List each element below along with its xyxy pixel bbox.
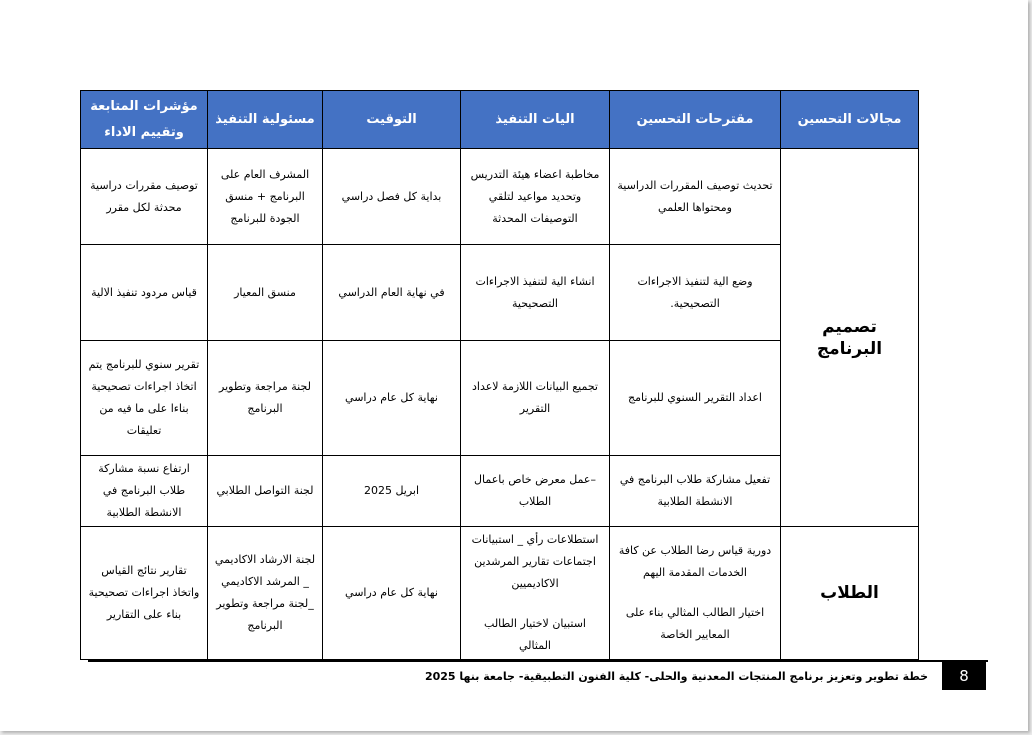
footer-divider bbox=[88, 660, 988, 662]
cell-indicator: تقرير سنوي للبرنامج يتم اتخاذ اجراءات تصحيحية بناءا على ما فيه من تعليقات bbox=[81, 341, 208, 456]
cell-indicator: توصيف مقررات دراسية محدثة لكل مقرر bbox=[81, 149, 208, 245]
cell-mechanism bbox=[461, 527, 610, 660]
header-improvement-areas: مجالات التحسين bbox=[781, 91, 919, 149]
mechanism-ideal-student-survey: استبيان لاختيار الطالب المثالي bbox=[484, 617, 586, 652]
cell-timing: نهاية كل عام دراسي bbox=[323, 341, 461, 456]
table-row bbox=[81, 527, 919, 660]
area-students: الطلاب bbox=[781, 527, 919, 660]
cell-mechanism: –عمل معرض خاص باعمال الطلاب bbox=[461, 456, 610, 527]
proposal-satisfaction-survey: دورية قياس رضا الطلاب عن كافة الخدمات المقدمة اليهم bbox=[618, 544, 772, 579]
header-implementation-mechanisms: اليات التنفيذ bbox=[461, 91, 610, 149]
cell-timing: نهاية كل عام دراسي bbox=[323, 527, 461, 660]
cell-timing: ابريل 2025 bbox=[323, 456, 461, 527]
cell-responsibility: منسق المعيار bbox=[208, 245, 323, 341]
cell-proposal: وضع الية لتنفيذ الاجراءات التصحيحية. bbox=[610, 245, 781, 341]
cell-responsibility: لجنة مراجعة وتطوير البرنامج bbox=[208, 341, 323, 456]
cell-proposal: تفعيل مشاركة طلاب البرنامج في الانشطة الطلابية bbox=[610, 456, 781, 527]
header-timing: التوقيت bbox=[323, 91, 461, 149]
footer-title: خطة تطوير وتعزيز برنامج المنتجات المعدنية والحلى- كلية الفنون التطبيقية- جامعة بنها 2025 bbox=[424, 670, 928, 683]
cell-indicator: ارتفاع نسبة مشاركة طلاب البرنامج في الانشطة الطلابية bbox=[81, 456, 208, 527]
cell-indicator: تقارير نتائج القياس واتخاذ اجراءات تصحيحية بناء على التقارير bbox=[81, 527, 208, 660]
cell-indicator: قياس مردود تنفيذ الالية bbox=[81, 245, 208, 341]
cell-mechanism: مخاطبة اعضاء هيئة التدريس وتحديد مواعيد لتلقي التوصيفات المحدثة bbox=[461, 149, 610, 245]
cell-responsibility: لجنة الارشاد الاكاديمي _ المرشد الاكاديمي _لجنة مراجعة وتطوير البرنامج bbox=[208, 527, 323, 660]
cell-timing: بداية كل فصل دراسي bbox=[323, 149, 461, 245]
cell-timing: في نهاية العام الدراسي bbox=[323, 245, 461, 341]
cell-responsibility: المشرف العام على البرنامج + منسق الجودة للبرنامج bbox=[208, 149, 323, 245]
table-header-row bbox=[81, 91, 919, 149]
header-performance-indicators: مؤشرات المتابعة وتقييم الاداء bbox=[81, 91, 208, 149]
header-responsibility: مسئولية التنفيذ bbox=[208, 91, 323, 149]
cell-proposal: اعداد التقرير السنوي للبرنامج bbox=[610, 341, 781, 456]
table-row bbox=[81, 149, 919, 245]
cell-responsibility: لجنة التواصل الطلابي bbox=[208, 456, 323, 527]
cell-proposal: تحديث توصيف المقررات الدراسية ومحتواها العلمي bbox=[610, 149, 781, 245]
area-program-design: تصميم البرنامج bbox=[781, 149, 919, 527]
cell-mechanism: انشاء الية لتنفيذ الاجراءات التصحيحية bbox=[461, 245, 610, 341]
improvement-plan-table bbox=[80, 90, 919, 660]
page-number: 8 bbox=[942, 662, 986, 690]
proposal-ideal-student: اختيار الطالب المثالي بناء على المعايير الخاصة bbox=[625, 606, 765, 641]
header-improvement-proposals: مقترحات التحسين bbox=[610, 91, 781, 149]
cell-proposal bbox=[610, 527, 781, 660]
mechanism-surveys: استطلاعات رأي _ استبيانات اجتماعات تقارير المرشدين الاكاديميين bbox=[471, 533, 599, 590]
cell-mechanism: تجميع البيانات اللازمة لاعداد التقرير bbox=[461, 341, 610, 456]
